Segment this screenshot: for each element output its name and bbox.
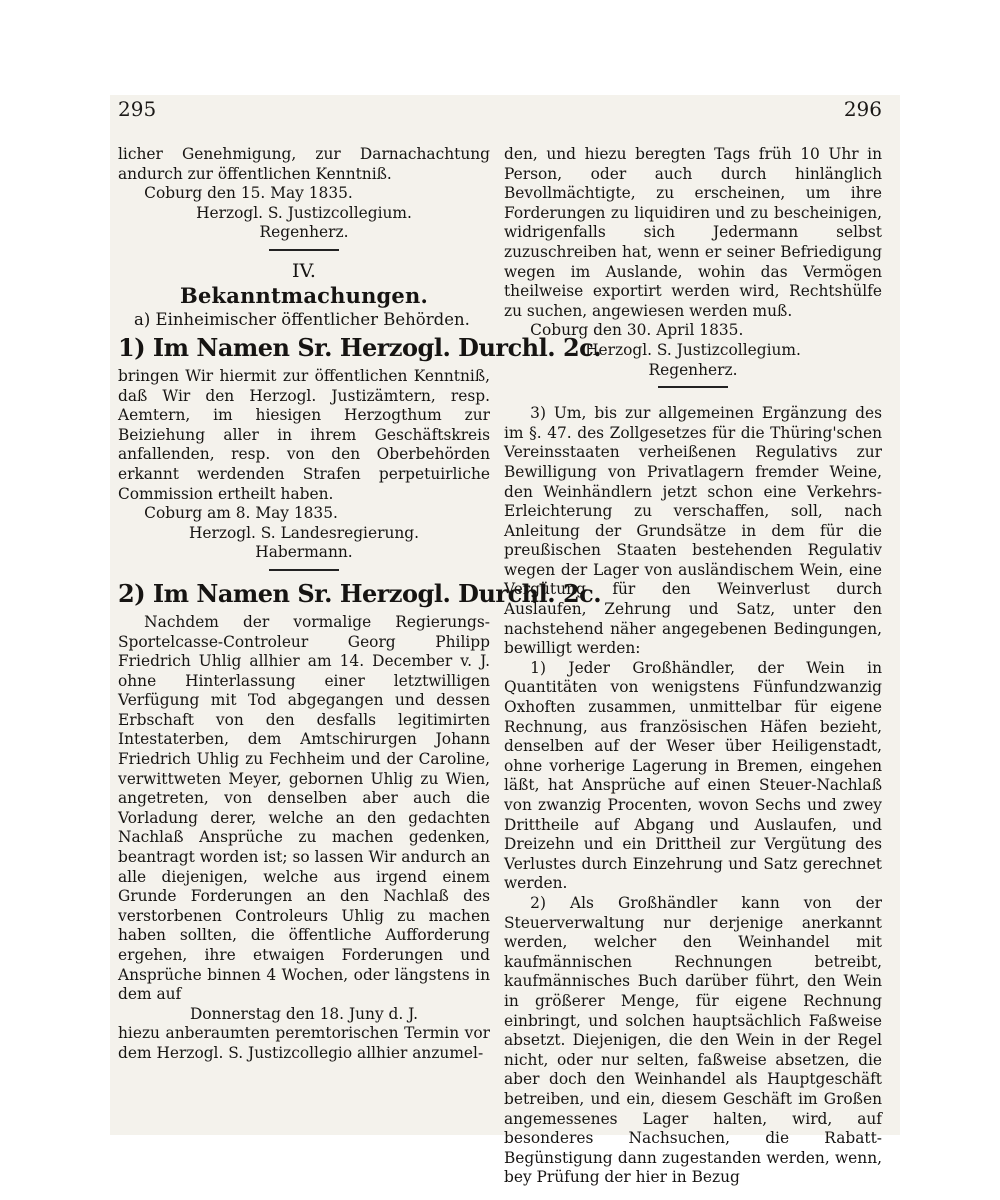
intro-signature-org: Herzogl. S. Justizcollegium. xyxy=(196,203,412,222)
notice-2-heading: 2) Im Namen Sr. Herzogl. Durchl. 2c. xyxy=(118,578,602,608)
intro-text: licher Genehmigung, zur Darnachachtung andurch zur öffentlichen Kenntniß. xyxy=(118,145,490,183)
page-number-left: 295 xyxy=(118,97,157,121)
notice-2-deadline: Donnerstag den 18. Juny d. J. xyxy=(189,1004,419,1023)
divider xyxy=(658,386,728,388)
notice-2-continued-text: den, und hiezu beregten Tags früh 10 Uhr in Person, oder auch durch hinlänglich Bevollmächtigte, zu erscheinen, um ihre Forderungen zu liquidiren und zu bescheinigen, widrigenfalls sich Jedermann selbst zuzuschreiben hat, wenn er seiner Befriedigung wegen im Auslande, wohin das Vermögen theilweise exportirt werden wird, Rechtshülfe zu suchen, angewiesen werden muß. xyxy=(504,145,882,320)
notice-2-text: Nachdem der vormalige Regierungs-Sportelcasse-Controleur Georg Philipp Friedrich Uhlig allhier am 14. December v. J. ohne Hinterlassung einer letztwilligen Verfügung mit Tod abgegangen und dessen Erbschaft von den desfalls legitimirten Intestaterben, dem Amtschirurgen Johann Friedrich Uhlig zu Fechheim und der Caroline, verwittweten Meyer, gebornen Uhlig zu Wien, angetreten, von denselben aber auch die Vorladung derer, welche an den gedachten Nachlaß Ansprüche zu machen gedenken, beantragt worden ist; so lassen Wir andurch an alle diejenigen, welche aus irgend einem Grunde Forderungen an den Nachlaß des verstorbenen Controleurs Uhlig zu machen haben sollten, die öffentliche Aufforderung ergehen, ihre etwaigen Forderungen und Ansprüche binnen 4 Wochen, oder längstens in dem auf xyxy=(118,612,490,1004)
notice-1-heading: 1) Im Namen Sr. Herzogl. Durchl. 2c. xyxy=(118,332,602,362)
divider xyxy=(269,249,339,251)
right-column xyxy=(504,145,882,1188)
notice-3-item-1: 1) Jeder Großhändler, der Wein in Quantitäten von wenigstens Fünfundzwanzig Oxhoften zusammen, unmittelbar für eigene Rechnung, aus französischen Häfen bezieht, denselben auf der Weser über Heiligenstadt, ohne vorherige Lagerung in Bremen, eingehen läßt, hat Ansprüche auf einen Steuer-Nachlaß von zwanzig Procenten, wovon Sechs und zwey Drittheile auf Abgang und Auslaufen, und Dreizehn und ein Drittheil zur Vergütung des Verlustes durch Einzehrung und Satz gerechnet werden. xyxy=(504,658,882,893)
notice-2-date: Coburg den 30. April 1835. xyxy=(530,321,744,340)
notice-1-signature-name: Habermann. xyxy=(255,543,353,562)
notice-2-signature-name: Regenherz. xyxy=(648,360,738,379)
notice-1-signature-org: Herzogl. S. Landesregierung. xyxy=(188,523,420,542)
notice-1-date: Coburg am 8. May 1835. xyxy=(144,504,338,523)
divider xyxy=(269,569,339,571)
scanned-page xyxy=(110,95,900,1187)
left-column xyxy=(118,145,602,1064)
section-title: Bekanntmachungen. xyxy=(180,282,428,308)
page-number-right: 296 xyxy=(843,97,882,121)
intro-signature-name: Regenherz. xyxy=(259,223,349,242)
intro-date: Coburg den 15. May 1835. xyxy=(144,184,353,203)
notice-3-item-2: 2) Als Großhändler kann von der Steuerverwaltung nur derjenige anerkannt werden, welcher den Weinhandel mit kaufmännischen Rechnungen betreibt, kaufmännisches Buch darüber führt, den Wein in größerer Menge, für eigene Rechnung einbringt, und solchen hauptsächlich Faßweise absetzt. Diejenigen, die den Wein in der Regel nicht, oder nur selten, faßweise absetzen, die aber doch den Weinhandel als Hauptgeschäft betreiben, und ein, diesem Geschäft im Großen angemessenes Lager halten, wird, auf besonderes Nachsuchen, die Rabatt-Begünstigung dann zugestanden werden, wenn, bey Prüfung der hier in Bezug xyxy=(504,893,882,1187)
section-number: IV. xyxy=(292,259,316,282)
notice-1-text: bringen Wir hiermit zur öffentlichen Kenntniß, daß Wir den Herzogl. Justizämtern, resp. Aemtern, im hiesigen Herzogthum zur Beiziehung aller in ihrem Geschäftskreis anfallenden, resp. von den Oberbehörden erkannt werdenden Strafen perpetuirliche Commission ertheilt haben. xyxy=(118,366,490,503)
notice-2-signature-org: Herzogl. S. Justizcollegium. xyxy=(585,340,801,359)
notice-3-text: 3) Um, bis zur allgemeinen Ergänzung des im §. 47. des Zollgesetzes für die Thüring'schen Vereinsstaaten verheißenen Regulativs zur Bewilligung von Privatlagern fremder Weine, den Weinhändlern jetzt schon eine Verkehrs-Erleichterung zu verschaffen, soll, nach Anleitung der Grundsätze in dem für die preußischen Staaten bestehenden Regulativ wegen der Lager von ausländischem Wein, eine Vergütung für den Weinverlust durch Auslaufen, Zehrung und Satz, unter den nachstehend näher angegebenen Bedingungen, bewilligt werden: xyxy=(504,404,882,658)
notice-2-continuation: hiezu anberaumten peremtorischen Termin vor dem Herzogl. S. Justizcollegio allhier anzumel- xyxy=(118,1024,490,1062)
subsection-title: a) Einheimischer öffentlicher Behörden. xyxy=(134,309,470,329)
